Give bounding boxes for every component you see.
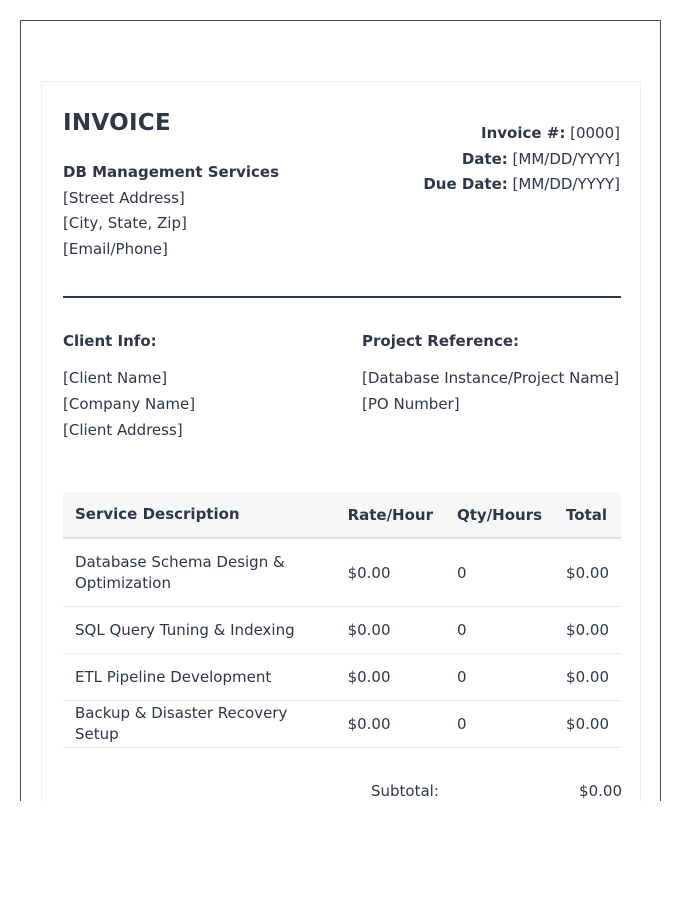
invoice-number-value: [0000] — [570, 124, 620, 142]
invoice-date — [423, 147, 620, 173]
table-row — [63, 654, 621, 701]
client-company: [Company Name] — [63, 395, 196, 413]
table-header-row — [63, 492, 621, 538]
project-name: [Database Instance/Project Name] — [362, 369, 620, 387]
service-description: ETL Pipeline Development — [63, 654, 336, 701]
service-rate: $0.00 — [336, 607, 445, 654]
service-qty: 0 — [445, 654, 554, 701]
invoice-number-label: Invoice #: — [480, 124, 566, 142]
po-number: [PO Number] — [362, 395, 460, 413]
company-info — [63, 160, 279, 262]
invoice-page — [41, 81, 641, 801]
company-contact: [Email/Phone] — [63, 239, 168, 258]
client-name: [Client Name] — [63, 369, 168, 387]
client-info — [63, 332, 195, 443]
document-viewport — [20, 20, 661, 801]
header-total: Total — [554, 492, 621, 538]
project-reference — [362, 332, 619, 417]
header-service-description: Service Description — [63, 492, 336, 538]
service-description: Database Schema Design & Optimization — [63, 538, 336, 607]
service-qty: 0 — [445, 607, 554, 654]
company-city: [City, State, Zip] — [63, 214, 187, 232]
project-reference-heading: Project Reference: — [362, 332, 520, 350]
header-rate-hour: Rate/Hour — [336, 492, 445, 538]
subtotal-value: $0.00 — [579, 782, 622, 800]
service-rate: $0.00 — [336, 701, 445, 748]
table-row — [63, 607, 621, 654]
client-info-heading: Client Info: — [63, 332, 157, 350]
invoice-meta — [423, 121, 620, 198]
service-total: $0.00 — [554, 701, 621, 748]
invoice-title: INVOICE — [63, 110, 172, 136]
service-description: SQL Query Tuning & Indexing — [63, 607, 336, 654]
service-qty: 0 — [445, 538, 554, 607]
subtotal-label: Subtotal: — [371, 782, 439, 800]
header-divider — [63, 296, 621, 298]
service-total: $0.00 — [554, 607, 621, 654]
services-table — [63, 492, 621, 748]
service-qty: 0 — [445, 701, 554, 748]
company-name: DB Management Services — [63, 163, 280, 181]
invoice-due-label: Due Date: — [423, 175, 508, 193]
invoice-date-value: [MM/DD/YYYY] — [512, 149, 620, 168]
invoice-date-label: Date: — [461, 149, 508, 168]
company-street: [Street Address] — [63, 188, 185, 207]
table-row — [63, 701, 621, 748]
service-rate: $0.00 — [336, 538, 445, 607]
service-description: Backup & Disaster Recovery Setup — [63, 701, 336, 748]
invoice-number — [423, 121, 620, 147]
client-address: [Client Address] — [63, 421, 183, 439]
invoice-due-value: [MM/DD/YYYY] — [512, 175, 620, 193]
invoice-due-date — [423, 172, 620, 198]
service-total: $0.00 — [554, 654, 621, 701]
header-qty-hours: Qty/Hours — [445, 492, 554, 538]
table-row — [63, 538, 621, 607]
service-total: $0.00 — [554, 538, 621, 607]
service-rate: $0.00 — [336, 654, 445, 701]
